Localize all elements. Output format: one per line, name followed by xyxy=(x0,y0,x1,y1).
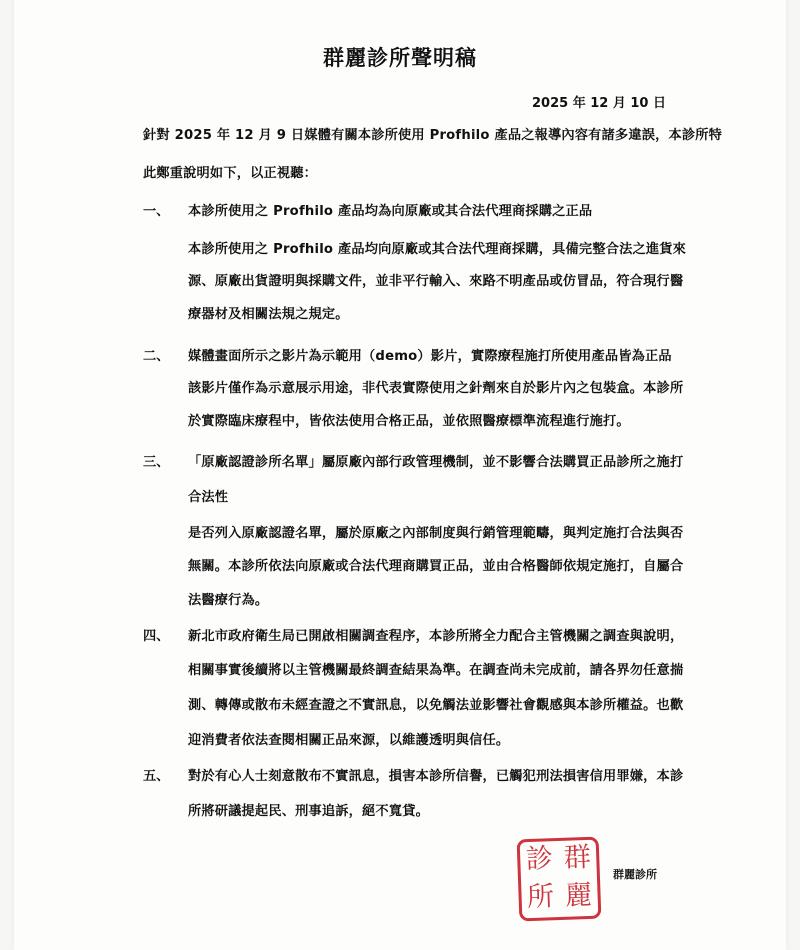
intro-line: 此鄭重說明如下，以正視聽： xyxy=(143,166,318,181)
seal-char: 診 xyxy=(525,843,554,876)
clinic-signature: 群麗診所 xyxy=(613,868,657,881)
intro-line: 針對 2025 年 12 月 9 日媒體有關本診所使用 Profhilo 產品之報導內容有諸多違誤，本診所特 xyxy=(143,128,723,143)
section-body-line: 療器材及相關法規之規定。 xyxy=(188,307,349,322)
seal-char: 群 xyxy=(563,841,592,874)
section-heading: 「原廠認證診所名單」屬原廠內部行政管理機制，並不影響合法購買正品診所之施打 xyxy=(188,455,684,470)
section-body-line: 本診所使用之 Profhilo 產品均向原廠或其合法代理商採購，具備完整合法之進貨來 xyxy=(188,242,687,257)
section-body-line: 該影片僅作為示意展示用途，非代表實際使用之針劑來自於影片內之包裝盒。本診所 xyxy=(188,381,684,396)
section-number: 五、 xyxy=(143,769,170,784)
section-body-line: 是否列入原廠認證名單，屬於原廠之內部制度與行銷管理範疇，與判定施打合法與否 xyxy=(188,526,684,541)
section-heading: 本診所使用之 Profhilo 產品均為向原廠或其合法代理商採購之正品 xyxy=(188,204,593,219)
section-body-line: 相關事實後續將以主管機關最終調查結果為準。在調查尚未完成前，請各界勿任意揣 xyxy=(188,663,684,678)
section-body-line: 新北市政府衛生局已開啟相關調查程序，本診所將全力配合主管機關之調查與說明， xyxy=(188,629,684,644)
document-date: 2025 年 12 月 10 日 xyxy=(532,96,666,111)
section-number: 二、 xyxy=(143,349,170,364)
section-body-line: 法醫療行為。 xyxy=(188,593,269,608)
section-number: 四、 xyxy=(143,629,170,644)
section-body-line: 迎消費者依法查閱相關正品來源，以維護透明與信任。 xyxy=(188,733,510,748)
document-title: 群麗診所聲明稿 xyxy=(323,46,477,70)
section-body-line: 所將研議提起民、刑事追訴，絕不寬貸。 xyxy=(188,804,429,819)
section-body-line: 對於有心人士刻意散布不實訊息，損害本診所信譽，已觸犯刑法損害信用罪嫌，本診 xyxy=(188,769,684,784)
section-heading: 合法性 xyxy=(188,490,229,505)
section-body-line: 源、原廠出貨證明與採購文件，並非平行輸入、來路不明產品或仿冒品，符合現行醫 xyxy=(188,274,684,289)
clinic-seal-stamp xyxy=(517,837,602,922)
seal-char: 麗 xyxy=(564,879,593,912)
section-heading: 媒體畫面所示之影片為示範用（demo）影片，實際療程施打所使用產品皆為正品 xyxy=(188,349,672,364)
section-number: 三、 xyxy=(143,455,170,470)
seal-char: 所 xyxy=(526,881,555,914)
section-body-line: 於實際臨床療程中，皆依法使用合格正品，並依照醫療標準流程進行施打。 xyxy=(188,414,630,429)
section-body-line: 無關。本診所依法向原廠或合法代理商購買正品，並由合格醫師依規定施打，自屬合 xyxy=(188,559,684,574)
section-body-line: 測、轉傳或散布未經查證之不實訊息，以免觸法並影響社會觀感與本診所權益。也歡 xyxy=(188,698,684,713)
section-number: 一、 xyxy=(143,204,170,219)
